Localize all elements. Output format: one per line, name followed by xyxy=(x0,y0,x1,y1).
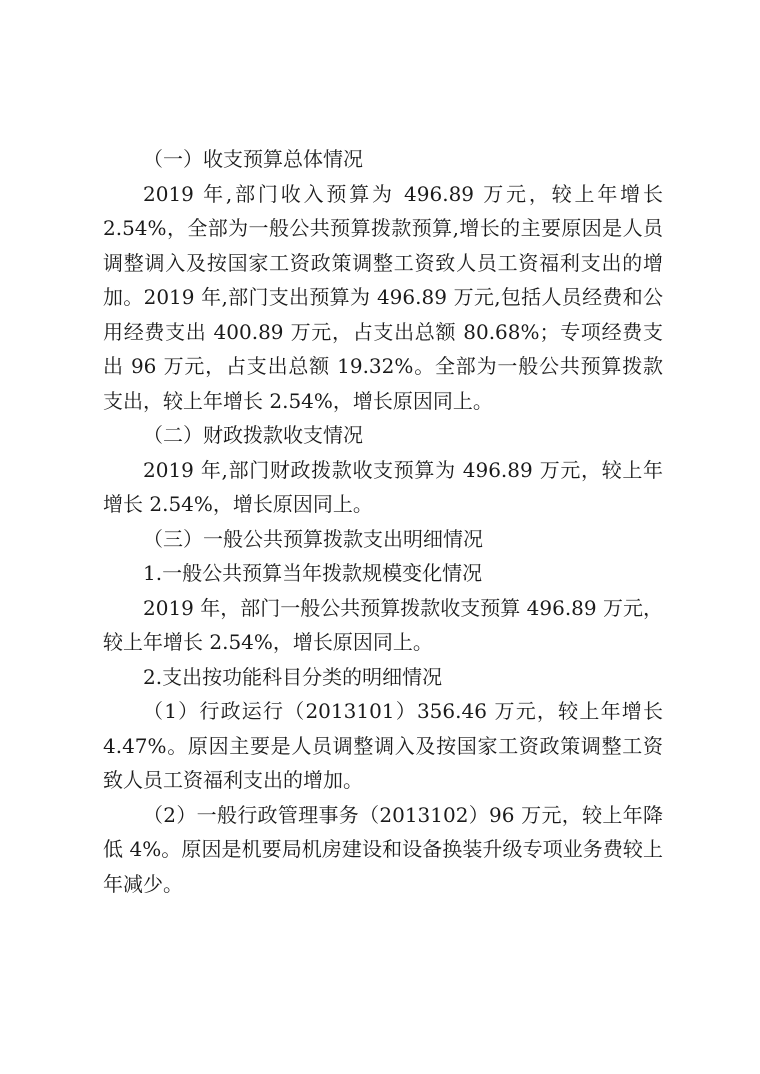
paragraph-fiscal-allocation: 2019 年,部门财政拨款收支预算为 496.89 万元，较上年增长 2.54%，增长原因同上。 xyxy=(103,457,663,516)
paragraph-budget-overview: 2019 年,部门收入预算为 496.89 万元，较上年增长 2.54%，全部为一般公共预算拨款预算,增长的主要原因是人员调整调入及按国家工资政策调整工资致人员工资福利支出的增加。2019 年,部门支出预算为 496.89 万元,包括人员经费和公用经费支出 400.89 万元，占支出总额 80.68%；专项经费支出 96 万元，占支出总额 19.32%。全部为一般公共预算拨款支出，较上年增长 2.54%，增长原因同上。 xyxy=(103,181,663,413)
paragraph-item-2: （2）一般行政管理事务（2013102）96 万元，较上年降低 4%。原因是机要局机房建设和设备换装升级专项业务费较上年减少。 xyxy=(103,802,663,896)
section-heading-2: （二）财政拨款收支情况 xyxy=(143,423,363,447)
subsection-heading-2: 2.支出按功能科目分类的明细情况 xyxy=(143,664,443,689)
document-body xyxy=(103,142,663,901)
paragraph-item-1: （1）行政运行（2013101）356.46 万元，较上年增长 4.47%。原因主要是人员调整调入及按国家工资政策调整工资致人员工资福利支出的增加。 xyxy=(103,699,663,792)
section-heading-1: （一）收支预算总体情况 xyxy=(143,147,363,171)
paragraph-allocation-change: 2019 年，部门一般公共预算拨款收支预算 496.89 万元，较上年增长 2.54%，增长原因同上。 xyxy=(103,595,663,654)
section-heading-3: （三）一般公共预算拨款支出明细情况 xyxy=(143,526,483,551)
subsection-heading-1: 1.一般公共预算当年拨款规模变化情况 xyxy=(143,561,483,585)
